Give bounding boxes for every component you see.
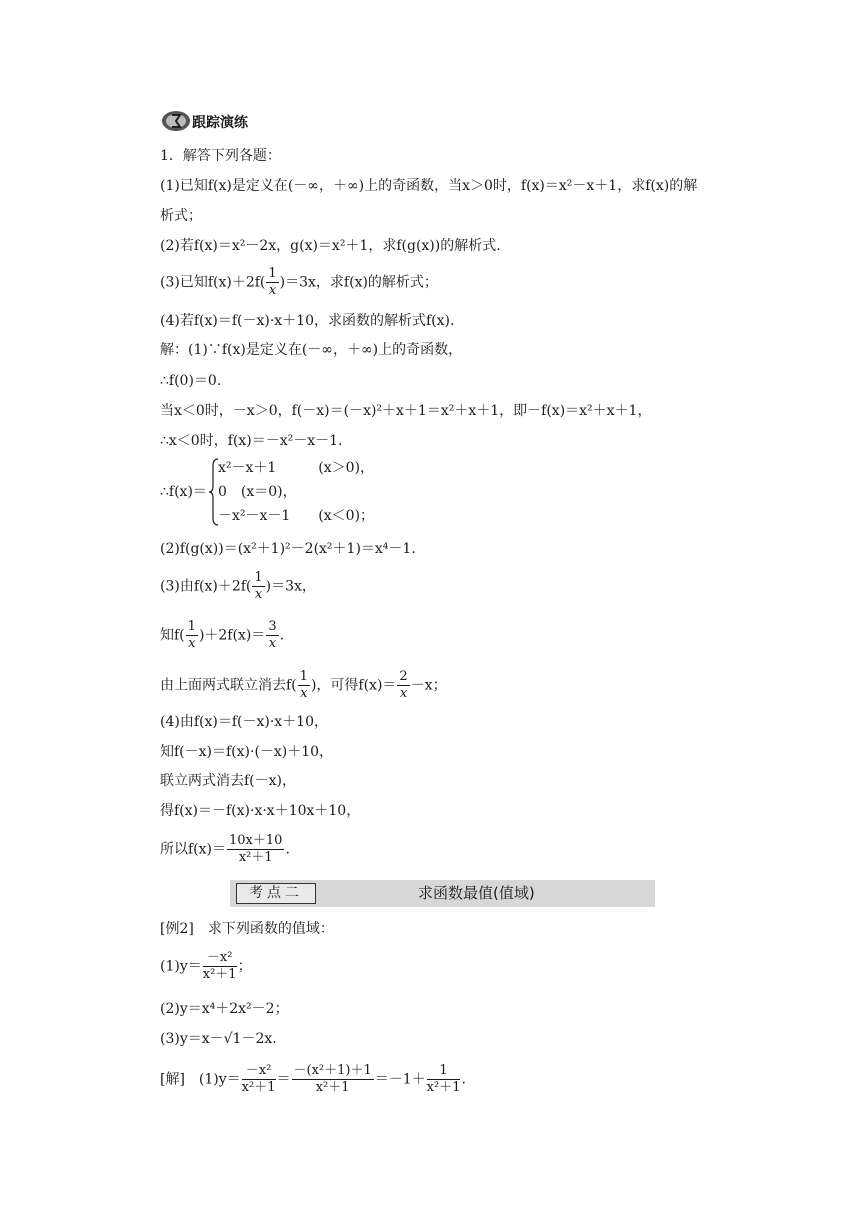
fraction-den: x²＋1 <box>426 1080 461 1095</box>
solution-line-7 <box>160 619 284 652</box>
fraction <box>427 1063 461 1096</box>
piecewise-case-3: －x²－x－1 (x＜0)； <box>218 508 375 524</box>
solution-line-9: (4)由f(x)＝f(－x)·x＋10， <box>160 714 328 730</box>
s6-post: )＝3x， <box>265 578 316 595</box>
s8-mid: )，可得f(x)＝ <box>310 677 397 694</box>
example-item-3: (3)y＝x－√1－2x. <box>160 1031 277 1047</box>
example-heading: [例2] 求下列函数的值域： <box>160 921 334 937</box>
fraction <box>186 619 198 652</box>
fraction <box>397 669 409 702</box>
solution-line-2: ∴f(0)＝0. <box>160 373 222 389</box>
fraction <box>203 950 237 983</box>
problem-1-line2: 析式； <box>160 208 202 224</box>
fraction-den: x²＋1 <box>238 850 273 865</box>
fraction-den: x <box>300 686 308 701</box>
fraction-num: 1 <box>254 570 263 585</box>
solution-line-12: 得f(x)＝－f(x)·x·x＋10x＋10， <box>160 803 361 819</box>
fraction-num: 10x＋10 <box>229 833 283 848</box>
s7-mid: )＋2f(x)＝ <box>198 627 266 644</box>
fraction-num: 3 <box>268 619 277 634</box>
sol-mid: ＝－1＋ <box>374 1071 426 1088</box>
fraction-den: x²＋1 <box>241 1080 276 1095</box>
solution-line-1: 解：(1)∵f(x)是定义在(－∞，＋∞)上的奇函数， <box>160 342 463 358</box>
problem-2: (2)若f(x)＝x²－2x，g(x)＝x²＋1，求f(g(x))的解析式. <box>160 238 501 254</box>
s13-pre: 所以f(x)＝ <box>160 841 227 858</box>
fraction <box>242 1063 276 1096</box>
s6-pre: (3)由f(x)＋2f( <box>160 578 252 595</box>
solution-line-10: 知f(－x)＝f(x)·(－x)＋10， <box>160 744 334 760</box>
fraction-num: 1 <box>268 266 277 281</box>
example-solution <box>160 1063 466 1096</box>
solution-line-3: 当x＜0时，－x＞0，f(－x)＝(－x)²＋x＋1＝x²＋x＋1，即－f(x)＝x²＋x＋1， <box>160 403 652 419</box>
problem-3-post: )＝3x，求f(x)的解析式； <box>279 274 438 291</box>
section-badge-icon <box>161 110 191 132</box>
practice-heading: 跟踪演练 <box>192 115 248 131</box>
fraction <box>266 266 278 299</box>
sol-eq: ＝ <box>276 1071 291 1088</box>
fraction-num: 2 <box>399 669 408 684</box>
piecewise-lhs: ∴f(x)＝ <box>160 484 207 500</box>
sol-pre: [解] (1)y＝ <box>160 1071 241 1088</box>
solution-line-11: 联立两式消去f(－x)， <box>160 773 297 789</box>
fraction-num: 1 <box>187 619 196 634</box>
piecewise-case-2: 0 (x＝0)， <box>218 484 297 500</box>
fraction-den: x <box>268 283 277 298</box>
e1-post: ； <box>237 958 252 975</box>
fraction-den: x²＋1 <box>202 967 237 982</box>
solution-line-4: ∴x＜0时，f(x)＝－x²－x－1. <box>160 433 343 449</box>
fraction-num: －(x²＋1)＋1 <box>293 1063 372 1078</box>
fraction <box>292 1063 374 1096</box>
fraction-den: x <box>399 686 408 701</box>
problem-intro: 1．解答下列各题： <box>160 148 281 164</box>
fraction <box>252 570 264 603</box>
piecewise-case-1: x²－x＋1 (x＞0)， <box>218 460 375 476</box>
example-item-1 <box>160 950 252 983</box>
fraction-den: x <box>268 636 277 651</box>
fraction-num: 1 <box>299 669 308 684</box>
s8-post: －x； <box>410 677 447 694</box>
fraction-num: －x² <box>242 1063 276 1080</box>
s8-pre: 由上面两式联立消去f( <box>160 677 297 694</box>
section-title: 求函数最值(值域) <box>418 884 535 902</box>
fraction <box>266 619 278 652</box>
solution-line-5: (2)f(g(x))＝(x²＋1)²－2(x²＋1)＝x⁴－1. <box>160 541 416 557</box>
example-item-2: (2)y＝x⁴＋2x²－2； <box>160 1001 289 1017</box>
e1-pre: (1)y＝ <box>160 958 202 975</box>
s7-post: . <box>279 627 285 644</box>
problem-3 <box>160 266 438 299</box>
solution-line-6 <box>160 570 316 603</box>
section-tag: 考点二 <box>236 883 316 904</box>
fraction-num: －x² <box>203 950 237 967</box>
solution-line-8 <box>160 669 447 702</box>
solution-line-13 <box>160 833 290 866</box>
fraction-den: x <box>188 636 196 651</box>
section-header <box>230 880 655 907</box>
sol-post: . <box>461 1071 466 1088</box>
fraction-den: x²＋1 <box>315 1080 350 1095</box>
s13-post: . <box>285 841 290 858</box>
s7-pre: 知f( <box>160 627 185 644</box>
fraction-num: 1 <box>427 1063 461 1080</box>
fraction-den: x <box>254 587 263 602</box>
problem-4: (4)若f(x)＝f(－x)·x＋10，求函数的解析式f(x). <box>160 313 455 329</box>
problem-1-line1: (1)已知f(x)是定义在(－∞，＋∞)上的奇函数，当x＞0时，f(x)＝x²－x＋1，求f(x)的解 <box>160 178 698 194</box>
problem-3-pre: (3)已知f(x)＋2f( <box>160 274 266 291</box>
fraction <box>298 669 310 702</box>
fraction <box>227 833 284 866</box>
